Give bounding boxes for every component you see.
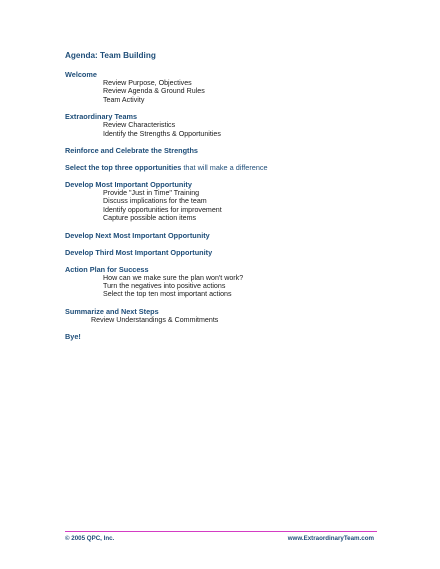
section-heading: Extraordinary Teams [65,112,138,122]
section-heading-bold: Select the top three opportunities [65,163,182,173]
list-item: Identify the Strengths & Opportunities [103,129,221,138]
section-heading: Develop Next Most Important Opportunity [65,230,210,240]
section-summarize [65,307,385,324]
section-select-opportunities [65,163,385,172]
section-items [65,79,385,104]
section-extraordinary-teams [65,112,385,138]
section-heading: Action Plan for Success [65,264,149,274]
section-items [65,316,385,324]
footer-divider [65,531,377,532]
section-heading: Develop Third Most Important Opportunity [65,247,213,257]
section-heading: Develop Most Important Opportunity [65,180,192,190]
list-item: Discuss implications for the team [103,197,207,206]
section-heading: Bye! [65,332,81,342]
list-item: How can we make sure the plan won't work? [103,273,244,282]
section-heading-suffix: that will make a difference [181,163,268,173]
section-heading [65,163,385,172]
footer-website: www.ExtraordinaryTeam.com [287,535,374,542]
list-item: Provide "Just in Time" Training [103,189,200,198]
section-heading: Summarize and Next Steps [65,306,159,316]
section-heading: Reinforce and Celebrate the Strengths [65,146,198,156]
section-bye [65,332,385,341]
agenda-document [65,50,385,349]
list-item: Team Activity [103,95,145,104]
list-item: Review Understandings & Commitments [91,315,219,324]
page-title: Agenda: Team Building [65,51,156,60]
section-welcome [65,70,385,104]
section-heading: Welcome [65,70,97,79]
footer-copyright: © 2005 QPC, Inc. [65,535,115,542]
list-item: Review Agenda & Ground Rules [103,87,205,96]
section-develop-most-important [65,180,385,223]
list-item: Turn the negatives into positive actions [103,282,226,291]
list-item: Identify opportunities for improvement [103,205,222,214]
section-action-plan [65,265,385,299]
list-item: Review Purpose, Objectives [103,79,192,87]
list-item: Select the top ten most important actions [103,290,232,299]
section-develop-next [65,231,385,240]
section-reinforce [65,146,385,155]
section-items [65,189,385,223]
list-item: Review Characteristics [103,121,176,130]
list-item: Capture possible action items [103,214,197,223]
section-items [65,121,385,138]
section-items [65,274,385,299]
section-develop-third [65,248,385,257]
